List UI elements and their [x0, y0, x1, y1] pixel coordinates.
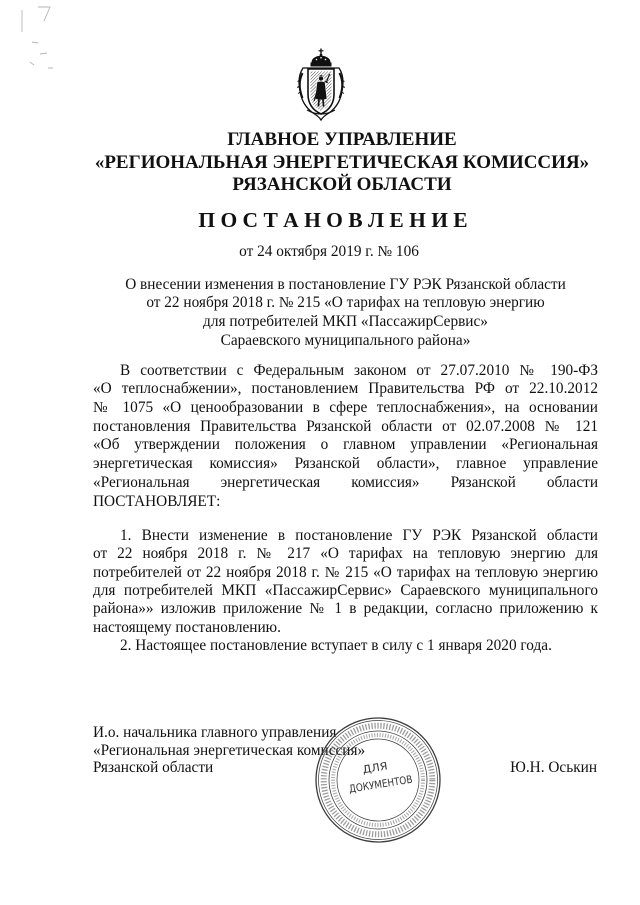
crown-jewel [320, 57, 322, 59]
crown-icon [311, 49, 332, 67]
preamble-line: № 1075 «О ценообразовании в сфере теплоснабжения», на основании [93, 399, 598, 417]
preamble-line: «Региональная энергетическая комиссия» Рязанской области [93, 473, 598, 491]
document-date-number: от 24 октября 2019 г. № 106 [239, 243, 419, 260]
stamp-text-line: ДЛЯ [361, 760, 387, 777]
preamble-line: постановления Правительства Рязанской области от 02.07.2008 № 121 [93, 417, 598, 435]
signatory-position [93, 724, 393, 777]
signer-name: Ю.Н. Оськин [510, 759, 597, 776]
item-line: для потребителей МКП «ПассажирСервис» Сараевского муниципального [93, 582, 598, 600]
position-line: Рязанской области [93, 759, 214, 776]
org-line: «РЕГИОНАЛЬНАЯ ЭНЕРГЕТИЧЕСКАЯ КОМИССИЯ» [94, 151, 590, 173]
preamble-line: энергетическая комиссия» Рязанской области», главное управление [93, 455, 598, 473]
coat-of-arms-icon [293, 47, 349, 121]
position-line: «Региональная энергетическая комиссия» [93, 741, 366, 759]
prince-leg [318, 100, 319, 107]
item-line: потребителей от 22 ноября 2018 г. № 215 «О тарифах на тепловую энергию [93, 563, 598, 581]
item-line: 2. Настоящее постановление вступает в силу с 1 января 2020 года. [120, 637, 552, 655]
subject-line: от 22 ноября 2018 г. № 215 «О тарифах на тепловую энергию [146, 294, 545, 312]
item-line: от 22 ноября 2018 г. № 217 «О тарифах на тепловую энергию для [93, 545, 598, 563]
subject-line: для потребителей МКП «ПассажирСервис» [203, 313, 488, 330]
scan-mark [30, 42, 53, 68]
preamble-line: «О теплоснабжении», постановлением Правительства РФ от 22.10.2012 [93, 380, 598, 398]
resolves-keyword: ПОСТАНОВЛЯЕТ: [93, 492, 221, 510]
resolution-item-2 [93, 637, 598, 655]
shield-icon [308, 69, 334, 114]
org-line: РЯЗАНСКОЙ ОБЛАСТИ [232, 174, 452, 195]
resolution-items [93, 527, 598, 656]
stamp-text-line: ДОКУМЕНТОВ [348, 771, 425, 796]
item-line: района»» изложив приложение № 1 в редакции, согласно приложению к [93, 600, 598, 618]
preamble-line: В соответствии с Федеральным законом от 27.07.2010 № 190-ФЗ [120, 361, 598, 379]
prince-head [319, 76, 324, 81]
scan-marks [22, 7, 53, 68]
position-line: И.о. начальника главного управления [93, 724, 337, 741]
subject-line: О внесении изменения в постановление ГУ РЭК Рязанской области [125, 275, 566, 293]
item-line: настоящему постановлению. [93, 618, 281, 636]
item-line: 1. Внести изменение в постановление ГУ РЭК Рязанской области [120, 526, 598, 544]
subject-line: Сараевского муниципального района» [220, 331, 471, 349]
document-type-title: П О С Т А Н О В Л Е Н И Е [198, 208, 468, 232]
prince-cloak [315, 81, 327, 100]
crown-jewel [316, 59, 318, 61]
scan-mark [38, 7, 50, 21]
crown-jewel [325, 59, 327, 61]
crown-cap [312, 56, 331, 63]
preamble-paragraph [93, 362, 598, 512]
scan-artifact [10, 2, 80, 82]
resolution-item-1 [93, 527, 598, 637]
org-line: ГЛАВНОЕ УПРАВЛЕНИЕ [227, 129, 457, 150]
organization-header [62, 129, 622, 197]
document-subject [93, 276, 598, 351]
prince-leg [323, 100, 324, 107]
crown-band [311, 63, 332, 67]
preamble-line: «Об утверждении положения о главном управлении «Региональная [93, 436, 598, 454]
